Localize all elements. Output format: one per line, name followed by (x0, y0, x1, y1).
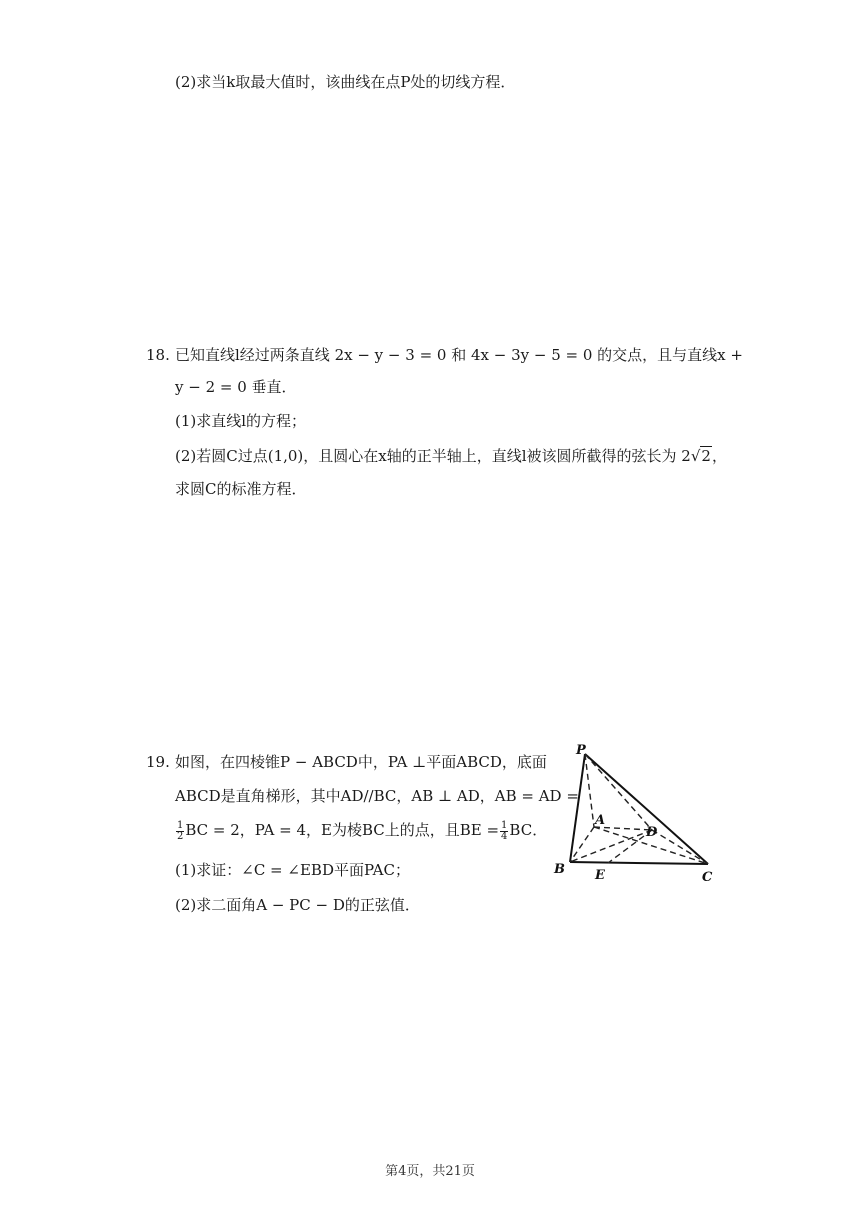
q19-line3-text-b: BC． (509, 821, 548, 839)
sqrt-symbol: √2 (690, 447, 711, 465)
q18-line1: 已知直线l经过两条直线 2x − y − 3 = 0 和 4x − 3y − 5 = 0 的交点，且与直线x + (175, 346, 743, 364)
label-E: E (595, 868, 605, 883)
q18-part2-text-b: ， (711, 447, 727, 465)
q18-part2-line1 (175, 445, 727, 467)
q18-part2-text-a: (2)若圆C过点(1,0)，且圆心在x轴的正半轴上，直线l被该圆所截得的弦长为 2 (175, 447, 691, 465)
edge-BD (570, 830, 652, 862)
edge-DC (652, 830, 708, 864)
label-D: D (646, 825, 658, 840)
q18-part2-line2: 求圆C的标准方程． (175, 480, 307, 498)
label-P: P (576, 743, 586, 758)
q19-line3 (175, 819, 547, 842)
edge-PC (585, 754, 708, 864)
q19-line2: ABCD是直角梯形，其中AD//BC，AB ⊥ AD，AB = AD = (175, 787, 579, 805)
edge-BC (570, 862, 708, 864)
q18-line2: y − 2 = 0 垂直． (175, 378, 297, 396)
edge-PA (585, 754, 594, 827)
q18-part1: (1)求直线l的方程； (175, 412, 307, 430)
q17-part2: (2)求当k取最大值时，该曲线在点P处的切线方程． (175, 73, 516, 91)
q19-number: 19. (146, 753, 170, 771)
q19-part1: (1)求证：∠C = ∠EBD平面PAC； (175, 861, 410, 879)
label-A: A (595, 813, 606, 828)
label-C: C (702, 870, 713, 885)
edge-PB (570, 754, 585, 862)
q18-number: 18. (146, 346, 170, 364)
q19-line1: 如图，在四棱锥P − ABCD中，PA ⊥平面ABCD，底面 (175, 753, 547, 771)
sqrt-radicand: 2 (701, 447, 711, 465)
page-footer: 第4页，共21页 (385, 1164, 475, 1179)
q19-part2: (2)求二面角A − PC − D的正弦值． (175, 896, 420, 914)
fraction-one-half: $\frac{1}{2}$ (177, 819, 184, 842)
q19-line3-text-a: BC = 2，PA = 4，E为棱BC上的点，且BE = (185, 821, 500, 839)
pyramid-figure (552, 742, 722, 888)
label-B: B (554, 862, 565, 877)
fraction-one-quarter: $\frac{1}{4}$ (501, 819, 508, 842)
